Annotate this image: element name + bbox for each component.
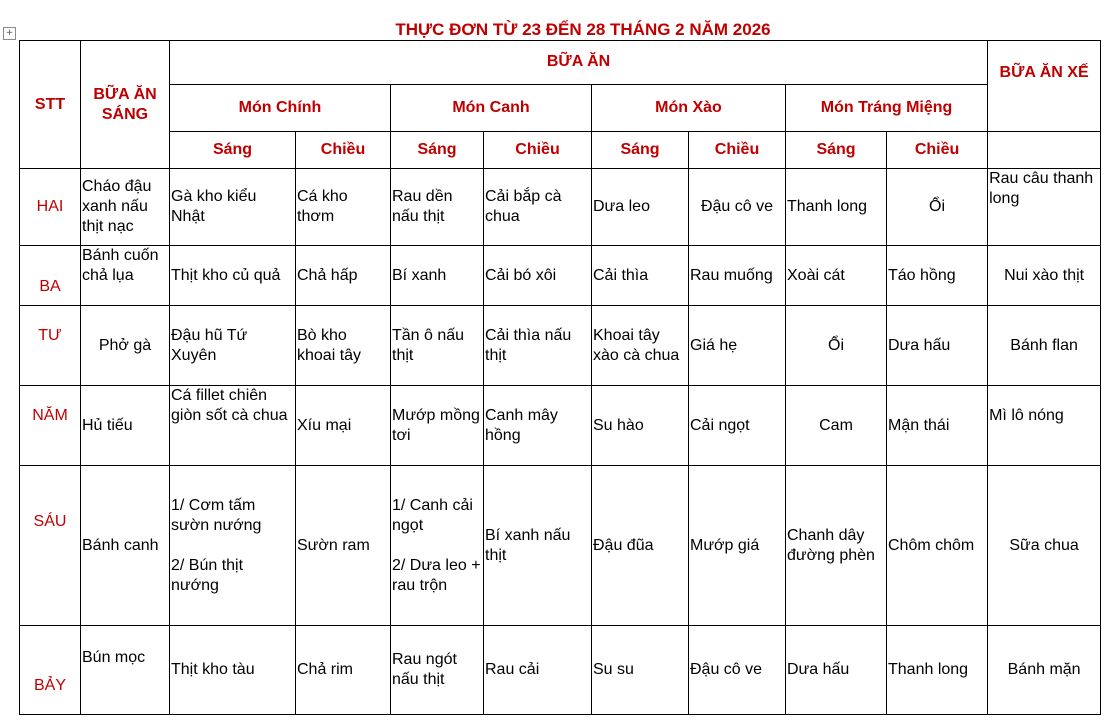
- snack-cell: Nui xào thịt: [988, 246, 1101, 306]
- main-morning-cell: Cá fillet chiên giòn sốt cà chua: [170, 386, 296, 466]
- main-morning-cell: Đậu hũ Tứ Xuyên: [170, 306, 296, 386]
- table-row: [20, 246, 1101, 306]
- soup-morning-cell: Mướp mồng tơi: [391, 386, 484, 466]
- day-cell: HAI: [20, 169, 81, 246]
- snack-cell: Mì lô nóng: [988, 386, 1101, 466]
- soup-afternoon-cell: Cải thìa nấu thịt: [484, 306, 592, 386]
- stir-morning-cell: Cải thìa: [592, 246, 689, 306]
- dessert-afternoon-cell: Mận thái: [887, 386, 988, 466]
- main-morning-cell: Thịt kho tàu: [170, 626, 296, 715]
- breakfast-cell: Hủ tiếu: [81, 386, 170, 466]
- snack-cell: Rau câu thanh long: [988, 169, 1101, 246]
- dessert-morning-cell: Cam: [786, 386, 887, 466]
- header-dessert-morning: Sáng: [786, 132, 887, 169]
- dessert-morning-cell: Thanh long: [786, 169, 887, 246]
- soup-morning-option-2: 2/ Dưa leo + rau trộn: [392, 556, 481, 594]
- soup-afternoon-cell: Bí xanh nấu thịt: [484, 466, 592, 626]
- dessert-afternoon-cell: Ổi: [887, 169, 988, 246]
- stir-morning-cell: Dưa leo: [592, 169, 689, 246]
- breakfast-cell: Phở gà: [81, 306, 170, 386]
- main-afternoon-cell: Bò kho khoai tây: [296, 306, 391, 386]
- dessert-afternoon-cell: Chôm chôm: [887, 466, 988, 626]
- header-stir-fry: Món Xào: [592, 85, 786, 132]
- soup-afternoon-cell: Canh mây hồng: [484, 386, 592, 466]
- breakfast-cell: Bún mọc: [81, 626, 170, 715]
- soup-morning-cell: Rau ngót nấu thịt: [391, 626, 484, 715]
- stir-morning-cell: Khoai tây xào cà chua: [592, 306, 689, 386]
- stir-afternoon-cell: Cải ngọt: [689, 386, 786, 466]
- table-row: [20, 626, 1101, 715]
- stir-afternoon-cell: Đậu cô ve: [689, 626, 786, 715]
- dessert-afternoon-cell: Thanh long: [887, 626, 988, 715]
- main-afternoon-cell: Chả hấp: [296, 246, 391, 306]
- dessert-afternoon-cell: Táo hồng: [887, 246, 988, 306]
- header-snack-empty: [988, 132, 1101, 169]
- day-cell: BA: [20, 246, 81, 306]
- main-morning-cell: [170, 466, 296, 626]
- day-cell: BẢY: [20, 626, 81, 715]
- menu-table: [19, 40, 1101, 715]
- main-morning-cell: Thịt kho củ quả: [170, 246, 296, 306]
- header-soup-afternoon: Chiều: [484, 132, 592, 169]
- dessert-morning-cell: Chanh dây đường phèn: [786, 466, 887, 626]
- header-soup: Món Canh: [391, 85, 592, 132]
- main-morning-option-1: 1/ Cơm tấm sườn nướng: [171, 496, 262, 534]
- soup-morning-cell: Rau dền nấu thịt: [391, 169, 484, 246]
- breakfast-cell: Bánh canh: [81, 466, 170, 626]
- day-cell: SÁU: [20, 466, 81, 626]
- main-afternoon-cell: Xíu mại: [296, 386, 391, 466]
- header-meals: BỮA ĂN: [170, 41, 988, 85]
- stir-afternoon-cell: Rau muống: [689, 246, 786, 306]
- table-row: [20, 169, 1101, 246]
- dessert-afternoon-cell: Dưa hấu: [887, 306, 988, 386]
- header-stir-afternoon: Chiều: [689, 132, 786, 169]
- breakfast-cell: Bánh cuốn chả lụa: [81, 246, 170, 306]
- header-dessert-afternoon: Chiều: [887, 132, 988, 169]
- soup-afternoon-cell: Cải bó xôi: [484, 246, 592, 306]
- day-cell: TƯ: [20, 306, 81, 386]
- stir-morning-cell: Su su: [592, 626, 689, 715]
- main-afternoon-cell: Chả rim: [296, 626, 391, 715]
- stir-afternoon-cell: Mướp giá: [689, 466, 786, 626]
- header-soup-morning: Sáng: [391, 132, 484, 169]
- table-row: [20, 386, 1101, 466]
- header-stir-morning: Sáng: [592, 132, 689, 169]
- snack-cell: Bánh mặn: [988, 626, 1101, 715]
- soup-afternoon-cell: Cải bắp cà chua: [484, 169, 592, 246]
- dessert-morning-cell: Ổi: [786, 306, 887, 386]
- stir-afternoon-cell: Đậu cô ve: [689, 169, 786, 246]
- breakfast-cell: Cháo đậu xanh nấu thịt nạc: [81, 169, 170, 246]
- header-main-morning: Sáng: [170, 132, 296, 169]
- header-dessert: Món Tráng Miệng: [786, 85, 988, 132]
- soup-morning-cell: Bí xanh: [391, 246, 484, 306]
- move-icon[interactable]: +: [3, 27, 16, 40]
- header-snack: BỮA ĂN XẾ: [988, 41, 1101, 132]
- soup-morning-cell: Tần ô nấu thịt: [391, 306, 484, 386]
- dessert-morning-cell: Xoài cát: [786, 246, 887, 306]
- main-afternoon-cell: Sườn ram: [296, 466, 391, 626]
- stir-morning-cell: Su hào: [592, 386, 689, 466]
- soup-morning-cell: [391, 466, 484, 626]
- snack-cell: Sữa chua: [988, 466, 1101, 626]
- stir-afternoon-cell: Giá hẹ: [689, 306, 786, 386]
- header-breakfast: BỮA ĂN SÁNG: [81, 41, 170, 169]
- header-main-afternoon: Chiều: [296, 132, 391, 169]
- header-main-dish: Món Chính: [170, 85, 391, 132]
- table-row: [20, 466, 1101, 626]
- main-morning-cell: Gà kho kiểu Nhật: [170, 169, 296, 246]
- day-cell: NĂM: [20, 386, 81, 466]
- table-row: [20, 306, 1101, 386]
- main-afternoon-cell: Cá kho thơm: [296, 169, 391, 246]
- header-stt: STT: [20, 41, 81, 169]
- main-morning-option-2: 2/ Bún thịt nướng: [171, 556, 244, 594]
- snack-cell: Bánh flan: [988, 306, 1101, 386]
- soup-morning-option-1: 1/ Canh cải ngọt: [392, 496, 473, 534]
- dessert-morning-cell: Dưa hấu: [786, 626, 887, 715]
- page-title: THỰC ĐƠN TỪ 23 ĐẾN 28 THÁNG 2 NĂM 2026: [395, 20, 771, 39]
- soup-afternoon-cell: Rau cải: [484, 626, 592, 715]
- stir-morning-cell: Đậu đũa: [592, 466, 689, 626]
